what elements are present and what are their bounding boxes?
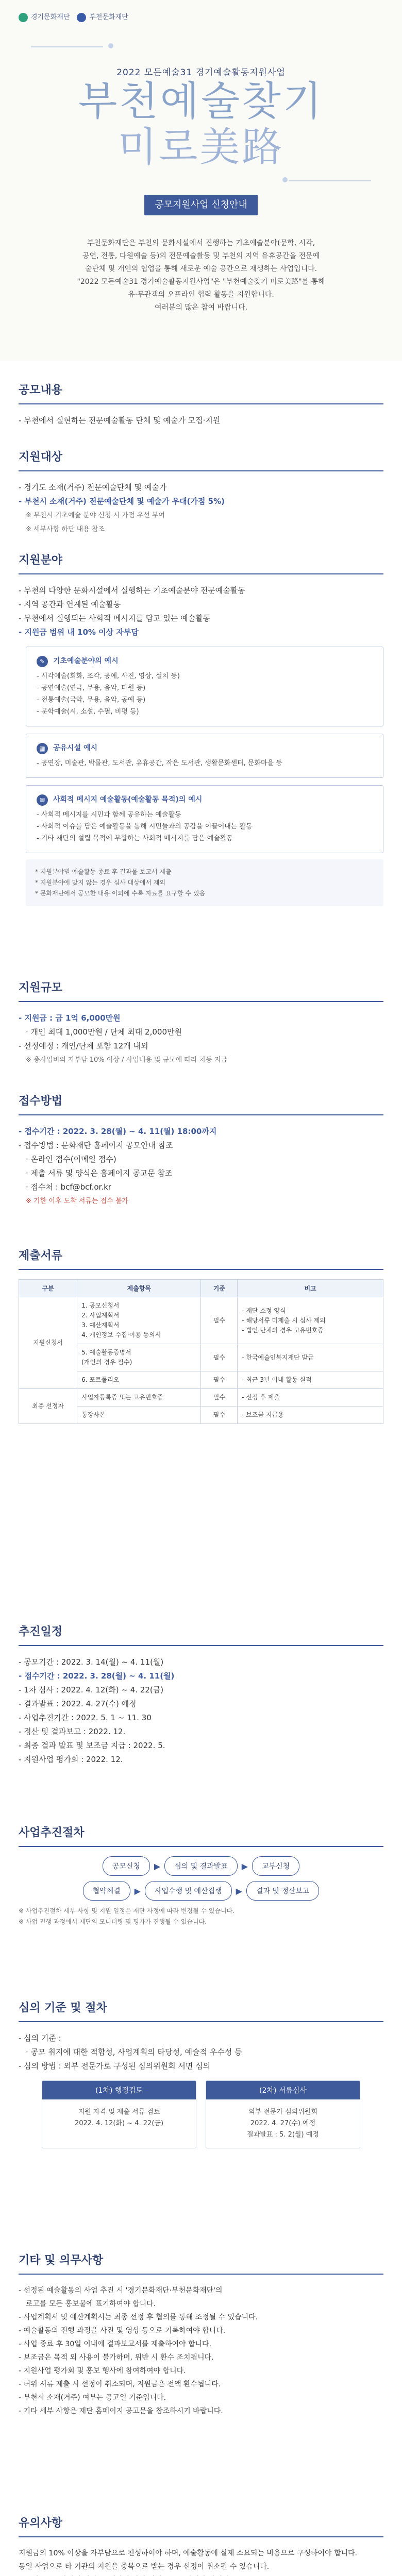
section-schedule: 추진일정 - 공모기간 : 2022. 3. 14(월) ~ 4. 11(월) - 접수기간 : 2022. 3. 28(월) ~ 4. 11(월) - 1차 심사 : 2022. 4. 12(화) ~ 4. 22(금) - 결과발표 : 2022. 4. 27(수) 예정 - 사업추진기간 : 2022. 5. 1 ~ 11. 30 - 정산 및 결과보고 : 2022. 12. - 최종 결과 발표 및 보조금 지급 : 2022. 5. - 지원사업 평가회 : 2022. 12. bbox=[19, 1623, 383, 1767]
hero-title-line-1: 부천예술찾기 bbox=[78, 78, 324, 125]
section-review: 심의 기준 및 절차 - 심의 기준 : · 공모 취지에 대한 적합성, 사업계획의 타당성, 예술적 우수성 등 - 심의 방법 : 외부 전문가로 구성된 심의위원회 서면 심의 (1차) 행정검토 지원 자격 및 제출 서류 검토 2022. 4. 12(화) ~ 4. 22(금) (2차) 서류심사 외부 전문가 심의위원회 2022. 4. 27(수) 예정 결과발표 : 5. 2(월) 예정 bbox=[19, 1999, 383, 2148]
section-title: 추진일정 bbox=[19, 1623, 383, 1646]
process-step: 교부신청 bbox=[252, 1856, 299, 1876]
note-box: * 지원분야별 예술활동 종료 후 결과물 보고서 제출 * 지원분야에 맞지 않는 경우 심사 대상에서 제외 * 문화재단에서 공모한 내용 이외에 수록 자료를 요구할 수 있음 bbox=[26, 859, 383, 906]
review-steps bbox=[19, 2080, 383, 2148]
table-row: 최종 선정자 사업자등록증 또는 고유번호증 필수 - 선정 후 제출 bbox=[19, 1389, 383, 1406]
table-row: 5. 예술활동증명서 (개인의 경우 필수) 필수 - 한국예술인복지재단 발급 bbox=[19, 1344, 383, 1371]
section-title: 사업추진절차 bbox=[19, 1824, 383, 1847]
arrow-right-icon: ▶ bbox=[134, 1886, 141, 1896]
section-support-scale: 지원규모 - 지원금 : 금 1억 6,000만원 · 개인 최대 1,000만원 / 단체 최대 2,000만원 - 선정예정 : 개인/단체 포함 12개 내외 ※ 총사업비의 자부담 10% 이상 / 사업내용 및 규모에 따라 차등 지급 bbox=[19, 979, 383, 1067]
logo-bucheon: 부천문화재단 bbox=[77, 11, 128, 22]
process-flow-row-2 bbox=[19, 1881, 383, 1901]
process-step: 결과 및 정산보고 bbox=[246, 1881, 320, 1901]
table-row: 통장사본 필수 - 보조금 지급용 bbox=[19, 1406, 383, 1424]
decorative-dot bbox=[282, 177, 288, 182]
building-icon: ▦ bbox=[37, 743, 48, 754]
hero-badge: 공모지원사업 신청안내 bbox=[144, 195, 258, 215]
hero-title-line-2: 미로美路 bbox=[118, 124, 284, 171]
section-process: 사업추진절차 공모신청 ▶ 심의 및 결과발표 ▶ 교부신청 협약체결 ▶ 사업수행 및 예산집행 ▶ 결과 및 정산보고 ※ 사업추진절차 세부 사항 및 지원 일정은 재단 사정에 따라 변경될 수 있습니다. ※ 사업 진행 과정에서 재단의 모니터링 및 평가가 진행될 수 있습니다. bbox=[19, 1824, 383, 1927]
section-title: 공모내용 bbox=[19, 381, 383, 404]
section-title: 심의 기준 및 절차 bbox=[19, 1999, 383, 2022]
gyeonggi-logo-icon bbox=[19, 13, 28, 22]
process-step: 심의 및 결과발표 bbox=[164, 1856, 238, 1876]
logo-gyeonggi: 경기문화재단 bbox=[19, 11, 70, 22]
hero-intro: 부천문화재단은 부천의 문화시설에서 진행하는 기초예술분야(문학, 시각, 공연, 전통, 다원예술 등)의 전문예술활동 및 부천의 지역 유휴공간을 전문예 술단체 및 개인의 협업을 통해 새로운 예술 공간으로 재생하는 사업입니다. "2022 모든예술31 경기예술활동지원사업"은 "부천예술찾기 미로美路"를 통해 유·무관객의 오프라인 협력 활동을 지원합니다. 여러분의 많은 참여 바랍니다. bbox=[77, 239, 325, 312]
process-step: 사업수행 및 예산집행 bbox=[145, 1881, 232, 1901]
section-documents bbox=[19, 1247, 383, 1424]
section-title: 지원규모 bbox=[19, 979, 383, 1002]
arrow-right-icon: ▶ bbox=[236, 1886, 242, 1896]
decorative-line bbox=[289, 180, 371, 181]
arrow-right-icon: ▶ bbox=[241, 1861, 248, 1871]
info-box-social-message: ✉ 사회적 메시지 예술활동(예술활동 목적)의 예시 - 사회적 메시지를 시민과 함께 공유하는 예술활동 - 사회적 이슈를 담은 예술활동을 통해 시민들과의 공감을 이끌어내는 활동 - 기타 재단의 설립 목적에 부합하는 사회적 메시지를 담은 예술활동 bbox=[26, 785, 383, 853]
process-step: 공모신청 bbox=[103, 1856, 150, 1876]
section-title: 제출서류 bbox=[19, 1247, 383, 1270]
hero-banner bbox=[0, 0, 402, 361]
section-overview: 공모내용 - 부천에서 실현하는 전문예술활동 단체 및 예술가 모집·지원 bbox=[19, 381, 383, 428]
decorative-dot bbox=[108, 43, 113, 48]
section-title: 접수방법 bbox=[19, 1092, 383, 1115]
section-support-areas: 지원분야 - 부천의 다양한 문화시설에서 실행하는 기초예술분야 전문예술활동 - 지역 공간과 연계된 예술활동 - 부천에서 실행되는 사회적 메시지를 담고 있는 예술활동 - 지원금 범위 내 10% 이상 자부담 ✎ 기초예술분야의 예시 - 시각예술(회화, 조각, 공예, 사진, 영상, 설치 등) - 공연예술(연극, 무용, 음악, 다원 등) - 전통예술(국악, 무용, 음악, 공예 등) - 문학예술(시, 소설, 수필, 비평 등) ▦ 공유시설 예시 - 공연장, 미술관, 박물관, 도서관, 유휴공간, 작은 도서관, 생활문화센터, 문화마을 등 ✉ 사회적 메시지 예술활동(예술활동 목적)의 예시 - 사회적 메시지를 시민과 함께 공유하는 예술활동 - 사회적 이슈를 담은 예술활동을 통해 시민들과의 공감을 이끌어내는 활동 - 기타 재단의 설립 목적에 부합하는 사회적 메시지를 담은 예술활동 * 지원분야별 예술활동 종료 후 결과물 보고서 제출 * 지원분야에 맞지 않는 경우 심사 대상에서 제외 * 문화재단에서 공모한 내용 이외에 수록 자료를 요구할 수 있음 bbox=[19, 551, 383, 906]
section-cautions: 유의사항 지원금의 10% 이상을 자부담으로 편성하여야 하며, 예술활동에 실제 소요되는 비용으로 구성하여야 합니다. 동일 사업으로 타 기관의 지원을 중복으로 받는 경우 선정이 취소될 수 있습니다. bbox=[19, 2514, 383, 2576]
section-title: 지원대상 bbox=[19, 448, 383, 471]
section-title: 지원분야 bbox=[19, 551, 383, 574]
table-row: 지원신청서 1. 공모신청서 2. 사업계획서 3. 예산계획서 4. 개인정보 수집·이용 동의서 필수 - 재단 소정 양식 - 해당서류 미제출 시 심사 제외 - 법인·단체의 경우 고유번호증 bbox=[19, 1297, 383, 1344]
documents-table: 구분 제출항목 기준 비고 지원신청서 1. 공모신청서 2. 사업계획서 3. 예산계획서 4. 개인정보 수집·이용 동의서 필수 - 재단 소정 양식 - 해당서류 미제출 시 심사 제외 - 법인·단체의 경우 고유번호증 5. 예술활동증명서 (개인의 경우 필수) 필수 - 한국예술인복지재단 발급 6. 포트폴리오 필수 - 최근 3년 이내 활동 실적 최종 선정자 사업자등록증 또는 고유번호증 필수 - 선정 후 제출 통장사본 필수 - 보조금 지급용 bbox=[19, 1279, 383, 1424]
section-title: 유의사항 bbox=[19, 2514, 383, 2537]
info-box-basic-arts: ✎ 기초예술분야의 예시 - 시각예술(회화, 조각, 공예, 사진, 영상, 설치 등) - 공연예술(연극, 무용, 음악, 다원 등) - 전통예술(국악, 무용, 음악, 공예 등) - 문학예술(시, 소설, 수필, 비평 등) bbox=[26, 647, 383, 726]
process-step: 협약체결 bbox=[83, 1881, 130, 1901]
message-icon: ✉ bbox=[37, 794, 48, 806]
hero-logos bbox=[19, 11, 128, 22]
decorative-line bbox=[31, 46, 103, 47]
review-step-1: (1차) 행정검토 지원 자격 및 제출 서류 검토 2022. 4. 12(화) ~ 4. 22(금) bbox=[42, 2080, 196, 2148]
section-eligibility: 지원대상 - 경기도 소재(거주) 전문예술단체 및 예술가 - 부천시 소재(거주) 전문예술단체 및 예술가 우대(가점 5%) ※ 부천시 기초예술 분야 신청 시 가점 우선 부여 ※ 세부사항 하단 내용 참조 bbox=[19, 448, 383, 536]
info-box-facilities: ▦ 공유시설 예시 - 공연장, 미술관, 박물관, 도서관, 유휴공간, 작은 도서관, 생활문화센터, 문화마을 등 bbox=[26, 734, 383, 778]
arrow-right-icon: ▶ bbox=[154, 1861, 161, 1871]
process-flow-row-1 bbox=[19, 1856, 383, 1876]
section-obligations: 기타 및 의무사항 - 선정된 예술활동의 사업 추진 시 '경기문화재단·부천문화재단'의 로고를 모든 홍보물에 표기하여야 합니다. - 사업계획서 및 예산계획서는 최종 선정 후 협의를 통해 조정될 수 있습니다. - 예술활동의 진행 과정을 사진 및 영상 등으로 기록하여야 합니다. - 사업 종료 후 30일 이내에 결과보고서를 제출하여야 합니다. - 보조금은 목적 외 사용이 불가하며, 위반 시 환수 조치됩니다. - 지원사업 평가회 및 홍보 행사에 참여하여야 합니다. - 허위 서류 제출 시 선정이 취소되며, 지원금은 전액 환수됩니다. - 부천시 소재(거주) 여부는 공고일 기준입니다. - 기타 세부 사항은 재단 홈페이지 공고문을 참조하시기 바랍니다. bbox=[19, 2251, 383, 2418]
section-title: 기타 및 의무사항 bbox=[19, 2251, 383, 2275]
hero-subtitle: 2022 모든예술31 경기예술활동지원사업 bbox=[116, 67, 286, 78]
section-application: 접수방법 - 접수기간 : 2022. 3. 28(월) ~ 4. 11(월) 18:00까지 - 접수방법 : 문화재단 홈페이지 공모안내 참조 · 온라인 접수(이메일 접수) · 제출 서류 및 양식은 홈페이지 공고문 참조 · 접수처 : bcf@bcf.or.kr ※ 기한 이후 도착 서류는 접수 불가 bbox=[19, 1092, 383, 1208]
palette-icon: ✎ bbox=[37, 656, 48, 667]
review-step-2: (2차) 서류심사 외부 전문가 심의위원회 2022. 4. 27(수) 예정 결과발표 : 5. 2(월) 예정 bbox=[206, 2080, 360, 2148]
table-row: 6. 포트폴리오 필수 - 최근 3년 이내 활동 실적 bbox=[19, 1371, 383, 1389]
bucheon-logo-icon bbox=[77, 13, 86, 22]
